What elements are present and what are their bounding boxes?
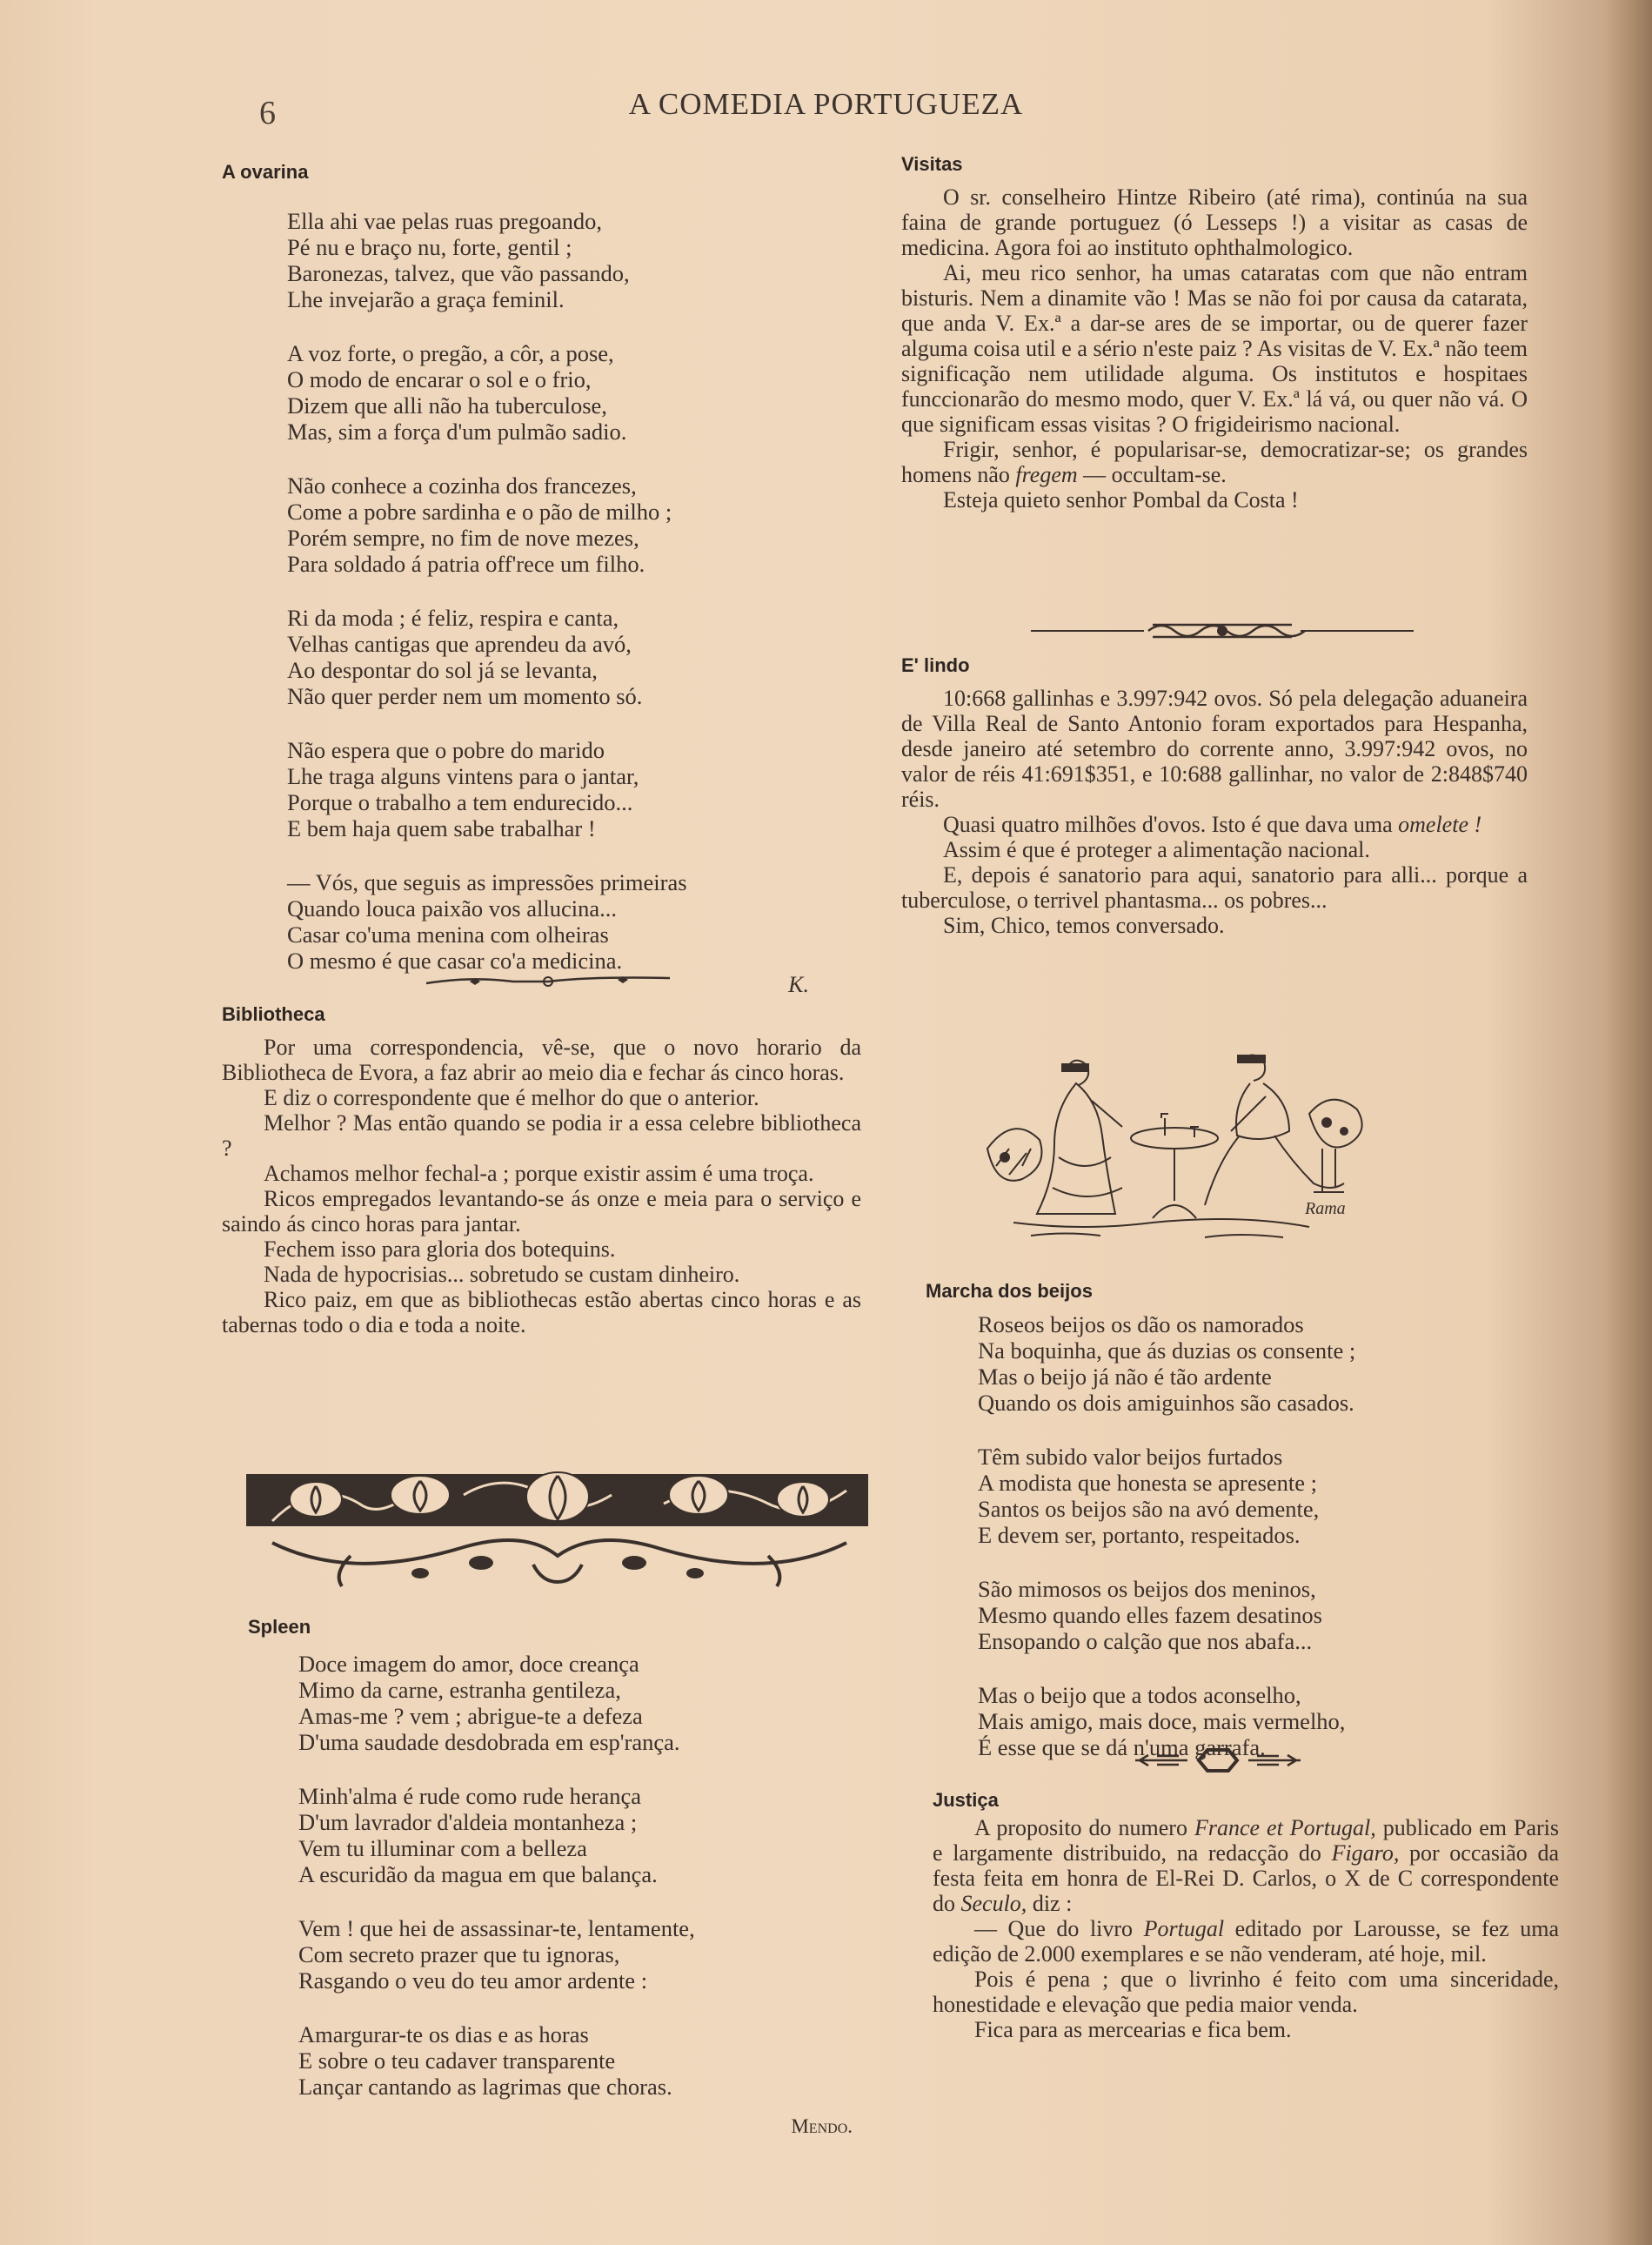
poem-line: A voz forte, o pregão, a côr, a pose,: [287, 340, 614, 366]
poem-line: A escuridão da magua em que balança.: [298, 1861, 658, 1887]
bibliotheca-paragraph: Por uma correspondencia, vê-se, que o novo horario da Bibliotheca de Evora, a faz abrir ao meio dia e fechar ás cinco horas.: [222, 1035, 861, 1085]
justica-paragraph: Pois é pena ; que o livrinho é feito com uma sinceridade, honestidade e elevação que pedia maior venda.: [933, 1967, 1559, 2017]
ornament-divider-3: [1131, 1747, 1305, 1773]
spleen-section: [222, 1616, 870, 2138]
poem-line: E sobre o teu cadaver transparente: [298, 2047, 616, 2074]
poem-stanza: [287, 605, 870, 709]
elindo-paragraph: [901, 812, 1528, 837]
justica-text-run: publicado em Paris e largamente distribuido, na redacção do: [933, 1815, 1559, 1866]
poem-stanza: [298, 1783, 870, 1887]
poem-line: Dizem que alli não ha tuberculose,: [287, 392, 607, 419]
poem-line: Mais amigo, mais doce, mais vermelho,: [978, 1708, 1346, 1734]
ornament-divider-1: [418, 971, 679, 992]
justica-text-italic: Seculo,: [960, 1891, 1027, 1916]
poem-line: Lhe traga alguns vintens para o jantar,: [287, 763, 639, 789]
justica-paragraph: Fica para as mercearias e fica bem.: [974, 2017, 1292, 2042]
elindo-paragraph: E, depois é sanatorio para aqui, sanatorio para alli... porque a tuberculose, o terrivel phantasma... os pobres...: [901, 862, 1528, 913]
poem-line: Minh'alma é rude como rude herança: [298, 1783, 642, 1809]
poem-stanza: [287, 340, 870, 445]
poem-line: O mesmo é que casar co'a medicina.: [287, 948, 623, 974]
poem-stanza: [978, 1311, 1552, 1416]
poem-line: D'uma saudade desdobrada em esp'rança.: [298, 1729, 680, 1755]
page-number: 6: [259, 95, 276, 131]
poem-line: Com secreto prazer que tu ignoras,: [298, 1941, 620, 1967]
justica-text: [933, 1815, 1559, 2042]
poem-line: Vem ! que hei de assassinar-te, lentamente,: [298, 1915, 695, 1941]
poem-line: Lhe invejarão a graça feminil.: [287, 286, 565, 312]
justica-text-run: por occasião da festa feita em honra de El-Rei D. Carlos, o X de C correspondente do: [933, 1840, 1559, 1916]
poem-line: E devem ser, portanto, respeitados.: [978, 1522, 1301, 1548]
visitas-text: [901, 184, 1528, 513]
page-fold-shadow: [1604, 0, 1652, 2245]
elindo-paragraph: 10:668 gallinhas e 3.997:942 ovos. Só pela delegação aduaneira de Villa Real de Santo Antonio foram exportados para Hespanha, desde janeiro até setembro do corrente anno, 3.997:942 ovos, no valor de réis 41:691$351, e 10:688 gallinhar, no valor de 2:848$740 réis.: [901, 686, 1528, 812]
poem-line: Porque o trabalho a tem endurecido...: [287, 789, 633, 815]
illustration-signature: Rama: [1305, 1199, 1346, 1218]
poem-line: O modo de encarar o sol e o frio,: [287, 366, 592, 392]
bibliotheca-paragraph: Achamos melhor fechal-a ; porque existir assim é uma troça.: [264, 1161, 814, 1186]
marcha-heading: Marcha dos beijos: [926, 1280, 1093, 1302]
poem-line: Come a pobre sardinha e o pão de milho ;: [287, 499, 672, 525]
poem-line: Amargurar-te os dias e as horas: [298, 2021, 589, 2047]
justica-text-italic: Portugal: [1143, 1916, 1225, 1941]
bibliotheca-paragraph: Fechem isso para gloria dos botequins.: [264, 1236, 616, 1262]
elindo-section: [901, 654, 1528, 938]
poem-line: Quando louca paixão vos allucina...: [287, 895, 617, 921]
poem-line: Não quer perder nem um momento só.: [287, 683, 643, 709]
poem-line: Mas o beijo já não é tão ardente: [978, 1364, 1272, 1390]
poem-line: Velhas cantigas que aprendeu da avó,: [287, 631, 632, 657]
poem-line: Casar co'uma menina com olheiras: [287, 921, 609, 948]
poem-stanza: [287, 208, 870, 312]
poem-line: Rasgando o veu do teu amor ardente :: [298, 1967, 648, 1994]
marcha-poem: [978, 1311, 1552, 1760]
justica-text-run: — Que do livro: [974, 1916, 1144, 1941]
poem-line: Para soldado á patria off'rece um filho.: [287, 551, 645, 577]
poem-line: Porém sempre, no fim de nove mezes,: [287, 525, 639, 551]
poem-line: É esse que se dá n'uma garrafa.: [978, 1734, 1266, 1760]
poem-line: Ao despontar do sol já se levanta,: [287, 657, 598, 683]
poem-line: Mas o beijo que a todos aconselho,: [978, 1682, 1301, 1708]
poem-line: Têm subido valor beijos furtados: [978, 1444, 1283, 1470]
justica-paragraph: [933, 1916, 1559, 1967]
justica-text-run: diz :: [1027, 1891, 1073, 1916]
elindo-text-italic: omelete !: [1398, 812, 1482, 837]
elindo-text: [901, 686, 1528, 938]
poem-line: Mimo da carne, estranha gentileza,: [298, 1677, 621, 1703]
bibliotheca-paragraph: Ricos empregados levantando-se ás onze e meia para o serviço e saindo ás cinco horas para jantar.: [222, 1186, 861, 1236]
bibliotheca-paragraph: Melhor ? Mas então quando se podia ir a essa celebre bibliotheca ?: [222, 1110, 861, 1161]
justica-text-run: editado por Larousse, se fez uma edição de 2.000 exemplares e se não venderam, até hoje, mil.: [933, 1916, 1560, 1967]
page-title: A COMEDIA PORTUGUEZA: [628, 87, 1024, 121]
poem-line: E bem haja quem sabe trabalhar !: [287, 815, 596, 841]
visitas-text-italic: fregem: [1015, 462, 1078, 487]
poem-line: Mesmo quando elles fazem desatinos: [978, 1602, 1322, 1628]
justica-heading: Justiça: [933, 1789, 999, 1811]
justica-paragraph: [933, 1815, 1559, 1916]
poem-line: Vem tu illuminar com a belleza: [298, 1835, 587, 1861]
ornament-divider-2: [1031, 618, 1414, 644]
poem-line: Santos os beijos são na avó demente,: [978, 1496, 1320, 1522]
justica-section: [933, 1789, 1559, 2042]
visitas-paragraph: O sr. conselheiro Hintze Ribeiro (até rima), continúa na sua faina de grande portuguez (ó Lesseps !) a visitar as casas de medicina. Agora foi ao instituto ophthalmologico.: [901, 184, 1528, 260]
visitas-text-run: Frigir, senhor, é popularisar-se, democratizar-se; os grandes homens não: [901, 437, 1528, 487]
poem-line: Na boquinha, que ás duzias os consente ;: [978, 1337, 1356, 1364]
poem-line: São mimosos os beijos dos meninos,: [978, 1576, 1316, 1602]
ovarina-signature: K.: [788, 972, 809, 997]
justica-text-italic: Figaro,: [1331, 1840, 1400, 1866]
poem-line: A modista que honesta se apresente ;: [978, 1470, 1318, 1496]
visitas-paragraph: [901, 437, 1528, 487]
poem-line: Amas-me ? vem ; abrigue-te a defeza: [298, 1703, 643, 1729]
justica-text-run: A proposito do numero: [974, 1815, 1194, 1840]
visitas-paragraph: Esteja quieto senhor Pombal da Costa !: [943, 487, 1299, 513]
poem-stanza: [978, 1444, 1552, 1548]
marcha-section: [926, 1280, 1552, 1760]
poem-line: Não conhece a cozinha dos francezes,: [287, 472, 637, 499]
poem-stanza: [287, 737, 870, 841]
spleen-signature: Mendo.: [791, 2115, 853, 2137]
poem-line: D'um lavrador d'aldeia montanheza ;: [298, 1809, 638, 1835]
poem-line: — Vós, que seguis as impressões primeiras: [287, 869, 687, 895]
bibliotheca-paragraph: E diz o correspondente que é melhor do que o anterior.: [264, 1085, 759, 1110]
bibliotheca-paragraph: Rico paiz, em que as bibliothecas estão abertas cinco horas e as tabernas todo o dia e toda a noite.: [222, 1287, 861, 1337]
poem-line: Ensopando o calção que nos abafa...: [978, 1628, 1313, 1654]
poem-line: Doce imagem do amor, doce creança: [298, 1651, 639, 1677]
poem-line: Mas, sim a força d'um pulmão sadio.: [287, 419, 627, 445]
visitas-paragraph: Ai, meu rico senhor, ha umas cataratas com que não entram bisturis. Nem a dinamite vão ! Mas se não foi por causa da catarata, que anda V. Ex.ª a dar-se ares de se importar, ou de querer fazer alguma coisa util e a sério n'este paiz ? As visitas de V. Ex.ª não teem significação nem utilidade alguma. Os institutos e hospitaes funccionarão do mesmo modo, quer V. Ex.ª lá vá, ou quer não vá. O que significam essas visitas ? O frigideirismo nacional.: [901, 260, 1528, 437]
poem-line: Lançar cantando as lagrimas que choras.: [298, 2074, 672, 2100]
visitas-heading: Visitas: [901, 153, 963, 175]
elindo-heading: E' lindo: [901, 654, 970, 676]
poem-stanza: [978, 1576, 1552, 1654]
poem-line: Baronezas, talvez, que vão passando,: [287, 260, 630, 286]
poem-line: Não espera que o pobre do marido: [287, 737, 605, 763]
floral-ornament-banner: [246, 1460, 868, 1589]
elindo-paragraph: Sim, Chico, temos conversado.: [943, 913, 1225, 938]
poem-stanza: [298, 1651, 870, 1755]
bibliotheca-paragraph: Nada de hypocrisias... sobretudo se custam dinheiro.: [264, 1262, 740, 1287]
ovarina-poem: [287, 208, 870, 974]
spleen-poem: [298, 1651, 870, 2100]
ovarina-section: [222, 161, 870, 998]
visitas-text-run: — occultam-se.: [1077, 462, 1227, 487]
cafe-couple-illustration: [979, 1035, 1370, 1249]
visitas-section: [901, 153, 1528, 513]
spleen-heading: Spleen: [248, 1616, 311, 1638]
poem-stanza: [298, 2021, 870, 2100]
poem-stanza: [287, 869, 870, 974]
poem-line: Pé nu e braço nu, forte, gentil ;: [287, 234, 572, 260]
poem-line: Quando os dois amiguinhos são casados.: [978, 1390, 1354, 1416]
elindo-paragraph: Assim é que é proteger a alimentação nacional.: [943, 837, 1370, 862]
bibliotheca-text: [222, 1035, 861, 1337]
poem-line: Ri da moda ; é feliz, respira e canta,: [287, 605, 619, 631]
elindo-text-run: Quasi quatro milhões d'ovos. Isto é que dava uma: [943, 812, 1399, 837]
poem-stanza: [298, 1915, 870, 1994]
poem-line: Roseos beijos os dão os namorados: [978, 1311, 1304, 1337]
poem-line: Ella ahi vae pelas ruas pregoando,: [287, 208, 603, 234]
bibliotheca-section: [222, 1003, 861, 1337]
justica-text-italic: France et Portugal,: [1194, 1815, 1376, 1840]
bibliotheca-heading: Bibliotheca: [222, 1003, 325, 1025]
ovarina-heading: A ovarina: [222, 161, 309, 183]
poem-stanza: [287, 472, 870, 577]
